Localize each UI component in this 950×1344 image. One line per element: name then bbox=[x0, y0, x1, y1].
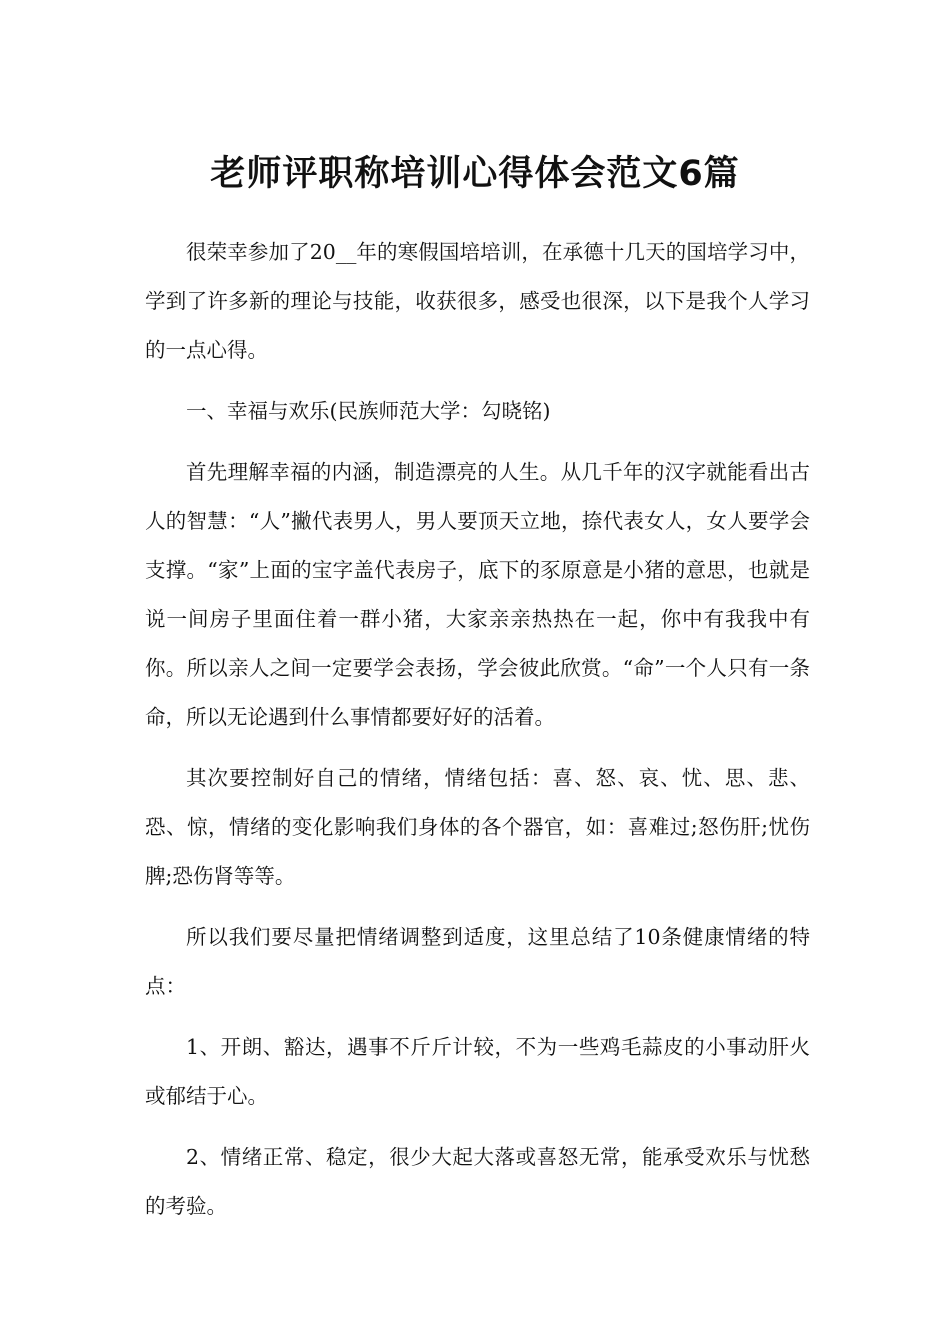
section-heading: 一、幸福与欢乐(民族师范大学：勾晓铭) bbox=[186, 399, 551, 423]
document-body bbox=[145, 228, 810, 1243]
paragraph-healthy-emotions: 所以我们要尽量把情绪调整到适度，这里总结了10条健康情绪的特点： bbox=[145, 925, 810, 998]
paragraph-emotions: 其次要控制好自己的情绪，情绪包括：喜、怒、哀、忧、思、悲、恐、惊，情绪的变化影响我们身体的各个器官，如：喜难过;怒伤肝;忧伤脾;恐伤肾等等。 bbox=[145, 766, 810, 888]
list-item-1: 1、开朗、豁达，遇事不斤斤计较，不为一些鸡毛蒜皮的小事动肝火或郁结于心。 bbox=[145, 1035, 810, 1108]
list-item-2: 2、情绪正常、稳定，很少大起大落或喜怒无常，能承受欢乐与忧愁的考验。 bbox=[145, 1145, 810, 1218]
document-title: 老师评职称培训心得体会范文6篇 bbox=[210, 154, 740, 195]
paragraph-intro: 很荣幸参加了20__年的寒假国培培训，在承德十几天的国培学习中，学到了许多新的理论与技能，收获很多，感受也很深，以下是我个人学习的一点心得。 bbox=[145, 240, 810, 362]
paragraph-happiness: 首先理解幸福的内涵，制造漂亮的人生。从几千年的汉字就能看出古人的智慧：“人”撇代表男人，男人要顶天立地，捺代表女人，女人要学会支撑。“家”上面的宝字盖代表房子，底下的豕原意是小猪的意思，也就是说一间房子里面住着一群小猪，大家亲亲热热在一起，你中有我我中有你。所以亲人之间一定要学会表扬，学会彼此欣赏。“命”一个人只有一条命，所以无论遇到什么事情都要好好的活着。 bbox=[145, 460, 810, 729]
